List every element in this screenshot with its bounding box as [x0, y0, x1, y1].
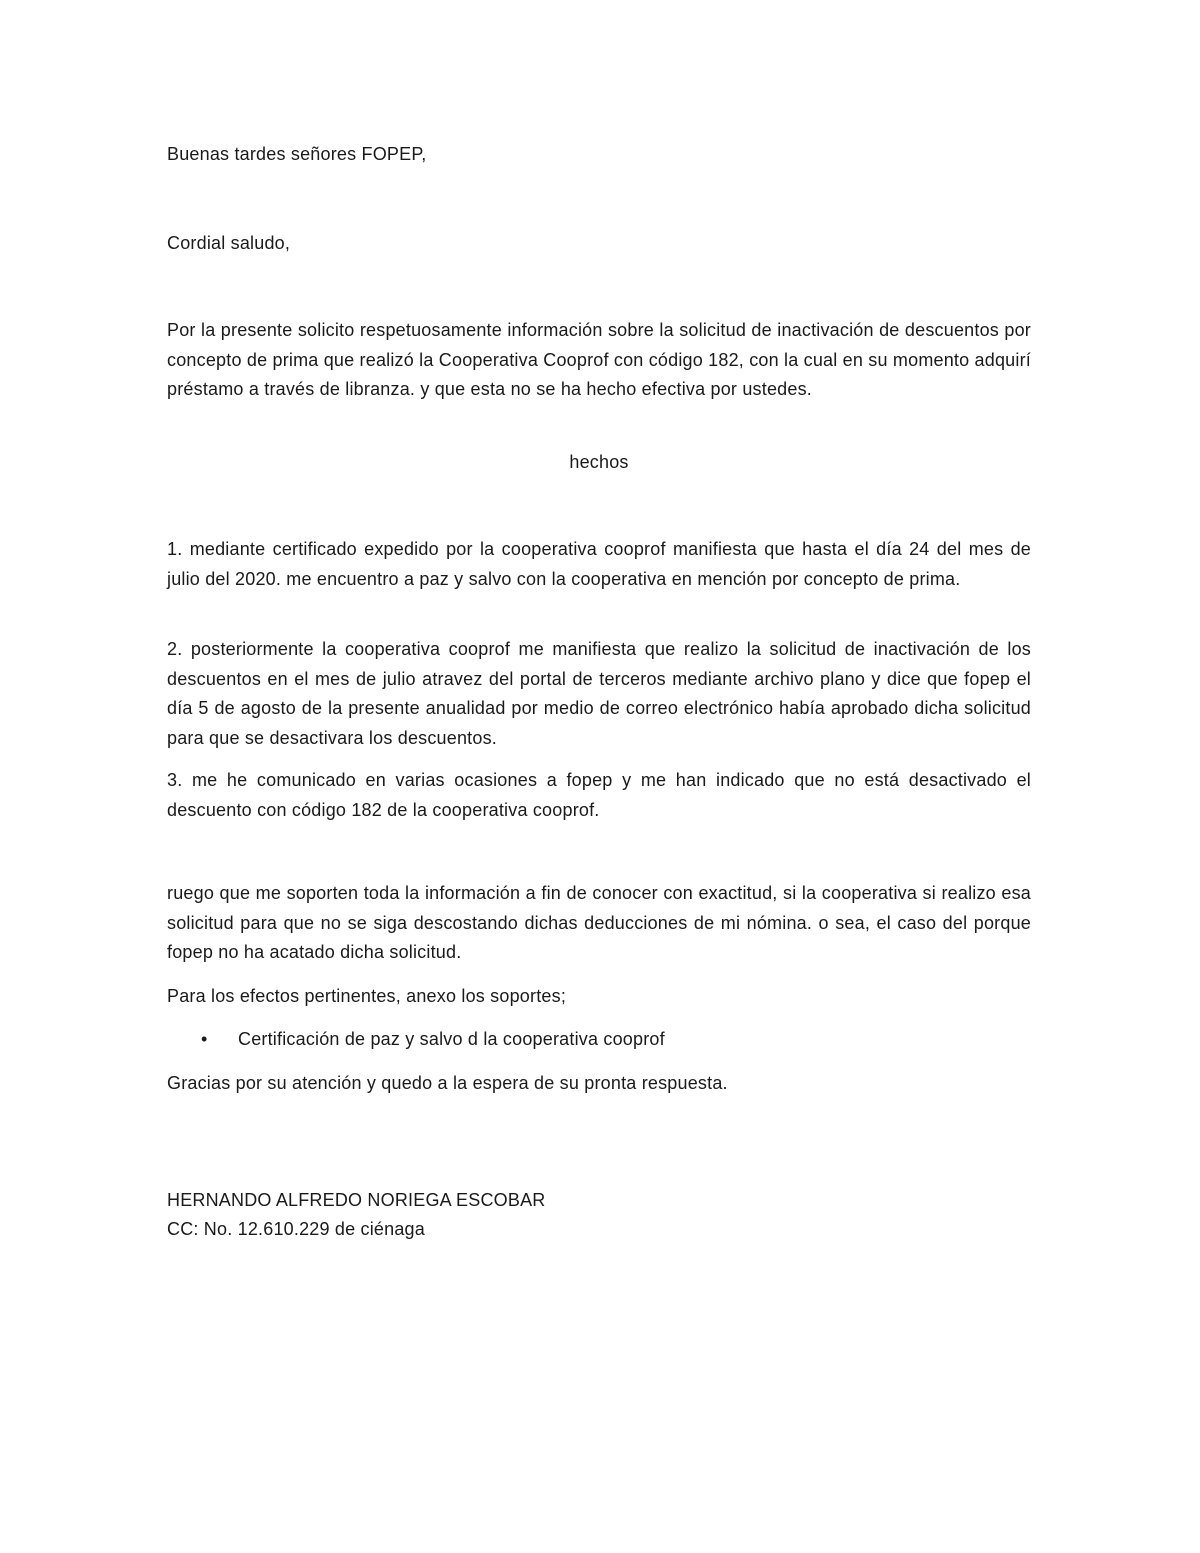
- attachments-intro: Para los efectos pertinentes, anexo los soportes;: [167, 986, 567, 1006]
- attachment-label: Certificación de paz y salvo d la cooperativa cooprof: [238, 1029, 665, 1049]
- section-heading: hechos: [569, 452, 629, 472]
- request-paragraph: ruego que me soporten toda la información a fin de conocer con exactitud, si la cooperativa si realizo esa solicitud para que no se siga descostando dichas deducciones de mi nómina. o sea, el caso del porque fopep no ha acatado dicha solicitud.: [167, 883, 1031, 962]
- intro-paragraph: Por la presente solicito respetuosamente información sobre la solicitud de inactivación de descuentos por concepto de prima que realizó la Cooperativa Cooprof con código 182, con la cual en su momento adquirí préstamo a través de libranza. y que esta no se ha hecho efectiva por ustedes.: [167, 320, 1031, 399]
- letter-salutation: Cordial saludo,: [167, 233, 291, 253]
- fact-paragraph-1: 1. mediante certificado expedido por la cooperativa cooprof manifiesta que hasta el día 24 del mes de julio del 2020. me encuentro a paz y salvo con la cooperativa en mención por concepto de prima.: [167, 539, 1031, 589]
- closing-line: Gracias por su atención y quedo a la espera de su pronta respuesta.: [167, 1073, 728, 1093]
- letter-greeting: Buenas tardes señores FOPEP,: [167, 144, 427, 164]
- fact-paragraph-2: 2. posteriormente la cooperativa cooprof me manifiesta que realizo la solicitud de inactivación de los descuentos en el mes de julio atravez del portal de terceros mediante archivo plano y dice que fopep el día 5 de agosto de la presente anualidad por medio de correo electrónico había aprobado dicha solicitud para que se desactivara los descuentos.: [167, 639, 1031, 748]
- signer-name: HERNANDO ALFREDO NORIEGA ESCOBAR: [167, 1190, 546, 1210]
- attachment-list-item: [167, 1025, 1031, 1055]
- signer-id: CC: No. 12.610.229 de ciénaga: [167, 1219, 425, 1239]
- fact-paragraph-3: 3. me he comunicado en varias ocasiones a fopep y me han indicado que no está desactivado el descuento con código 182 de la cooperativa cooprof.: [167, 770, 1031, 820]
- bullet-icon: •: [201, 1029, 208, 1049]
